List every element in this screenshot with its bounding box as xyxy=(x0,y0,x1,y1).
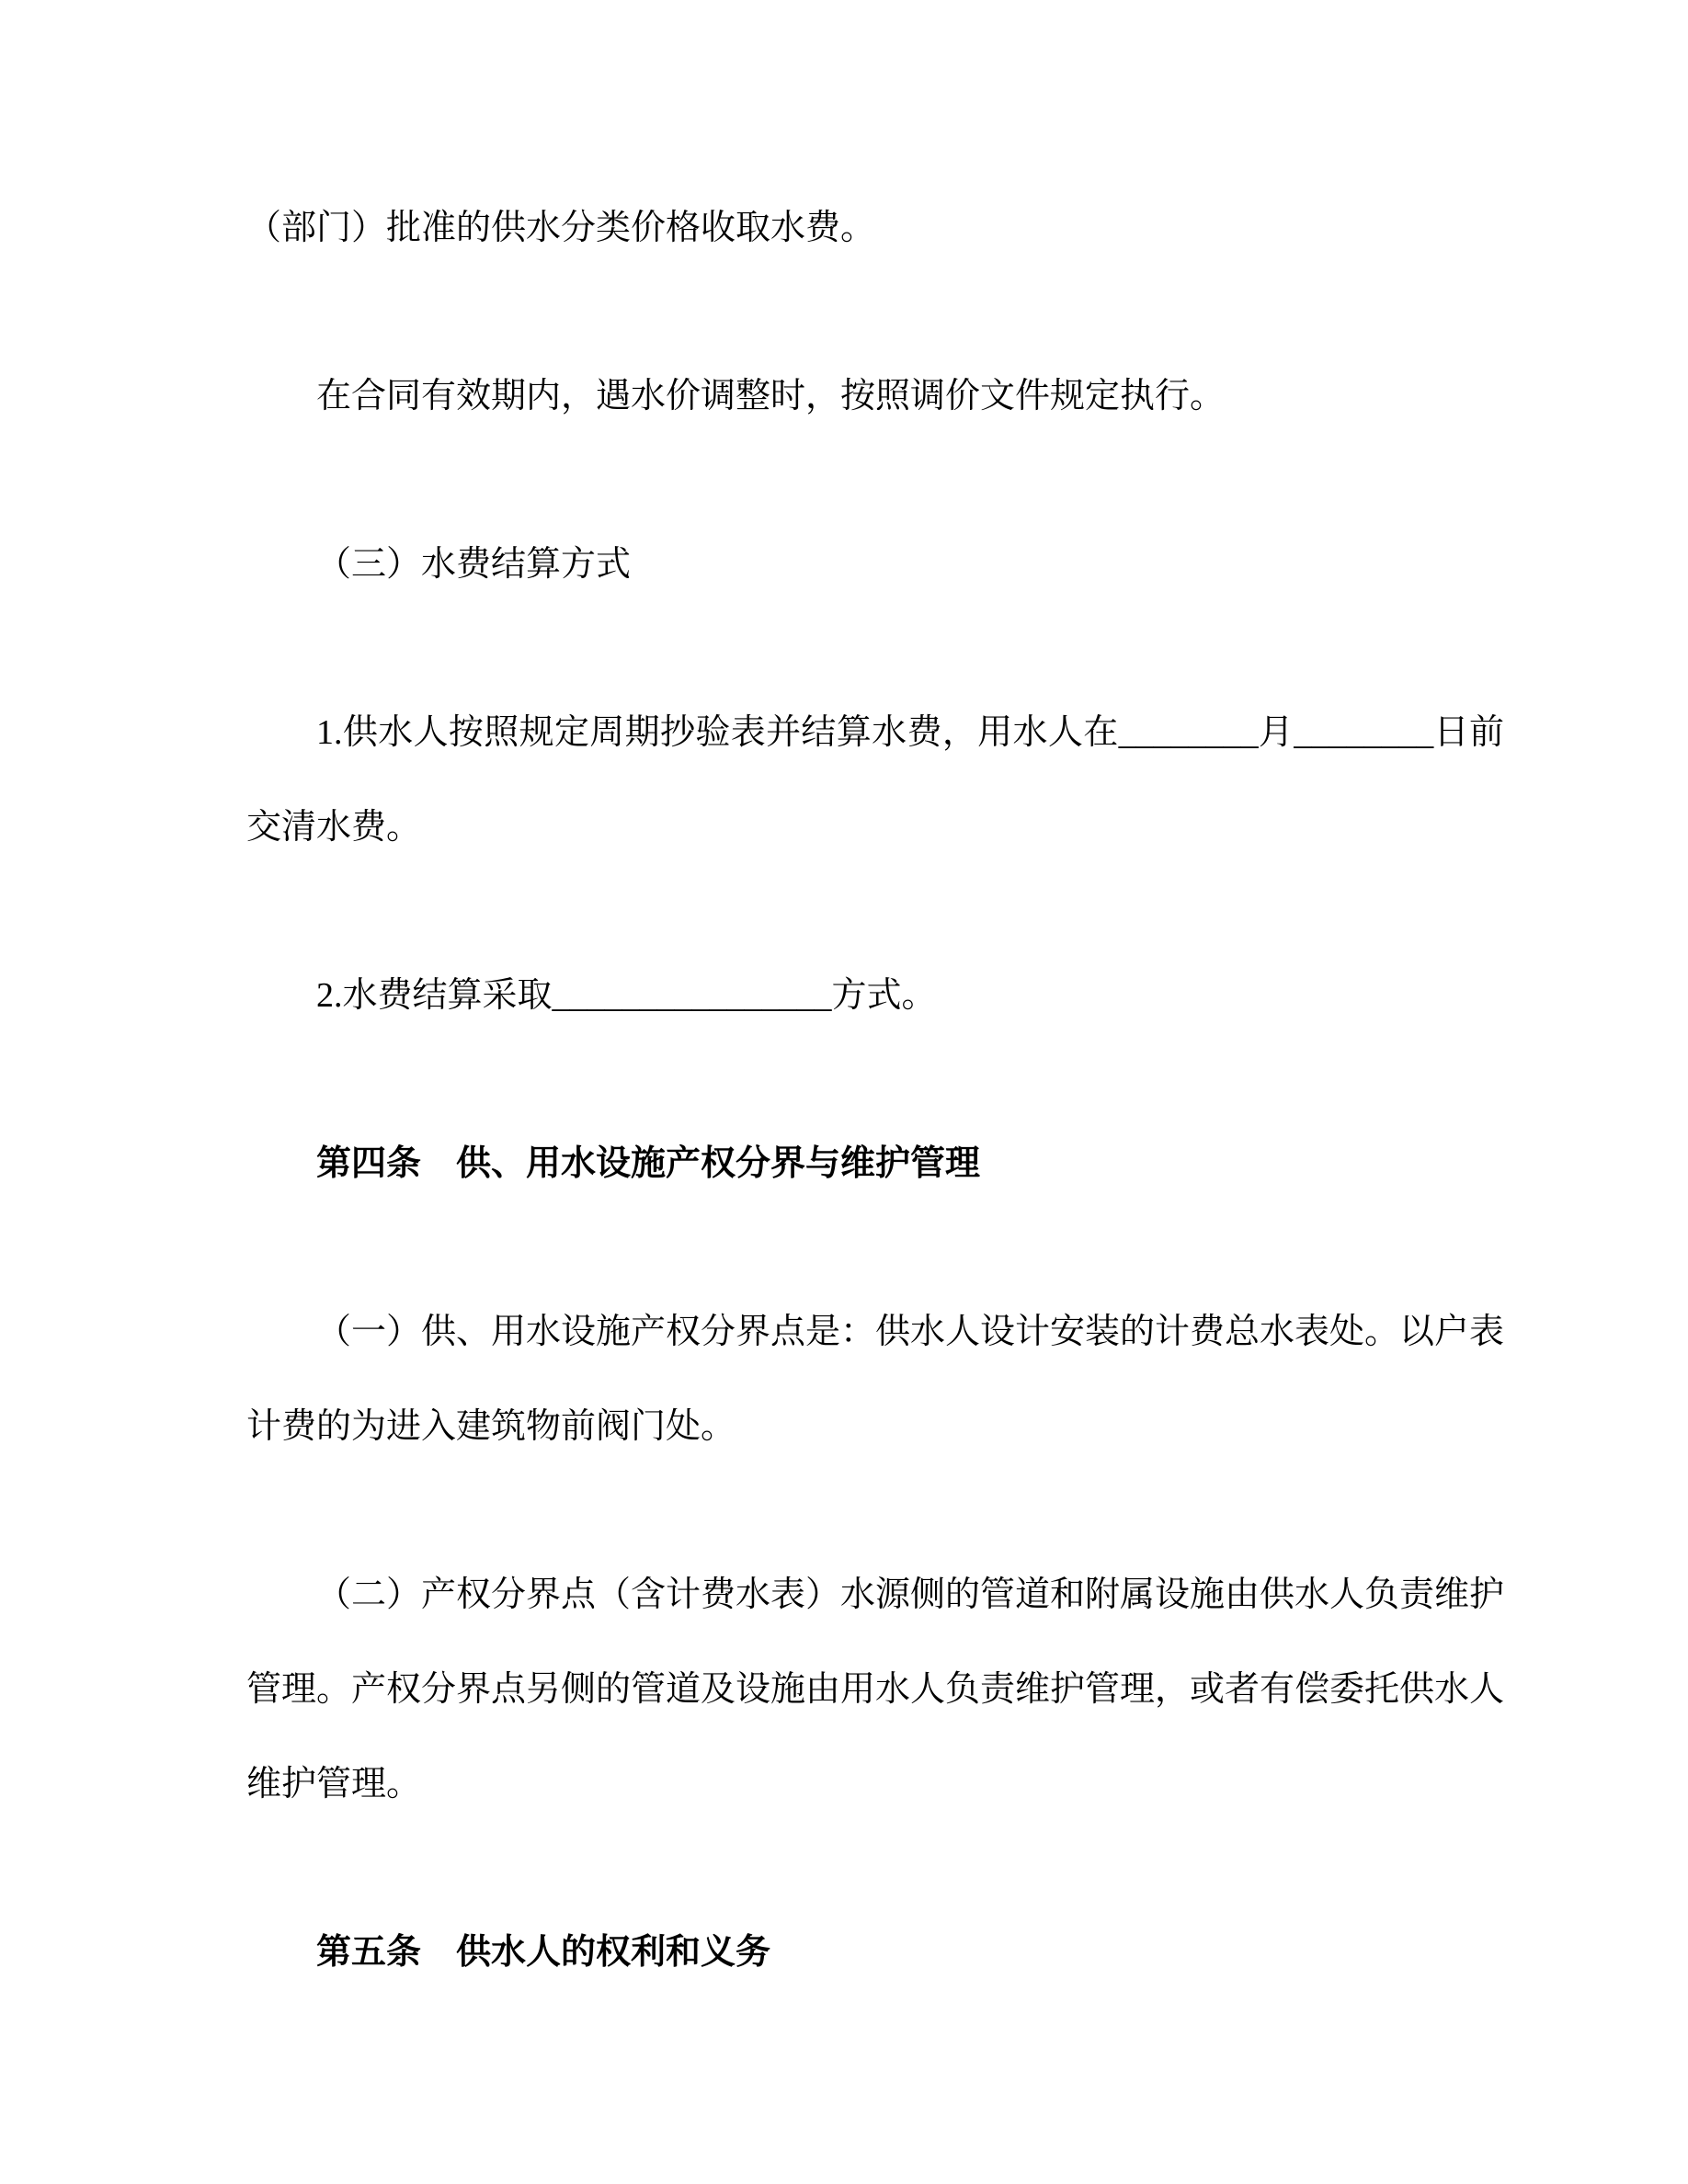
paragraph-article4-item1: （一）供、用水设施产权分界点是：供水人设计安装的计费总水表处。以户表计费的为进入建筑物前阀门处。 xyxy=(246,1313,1505,1446)
paragraph-continuation: （部门）批准的供水分类价格收取水费。 xyxy=(246,209,876,247)
paragraph-article4-item2: （二）产权分界点（含计费水表）水源侧的管道和附属设施由供水人负责维护管理。产权分界点另侧的管道及设施由用水人负责维护管理，或者有偿委托供水人维护管理。 xyxy=(246,1575,1505,1803)
paragraph-subheading-settlement-method: （三）水费结算方式 xyxy=(316,545,632,584)
paragraph-price-adjustment: 在合同有效期内，遇水价调整时，按照调价文件规定执行。 xyxy=(316,377,1226,415)
paragraph-clause-settlement-blank: 2.水费结算采取________________方式。 xyxy=(316,976,937,1015)
paragraph-clause-meter-reading: 1.供水人按照规定周期抄验表并结算水费，用水人在________月________日前交清水费。 xyxy=(246,713,1504,847)
document-body xyxy=(246,181,1504,2000)
heading-article-5: 第五条 供水人的权利和义务 xyxy=(316,1933,771,1972)
heading-article-4: 第四条 供、用水设施产权分界与维护管理 xyxy=(316,1144,981,1183)
